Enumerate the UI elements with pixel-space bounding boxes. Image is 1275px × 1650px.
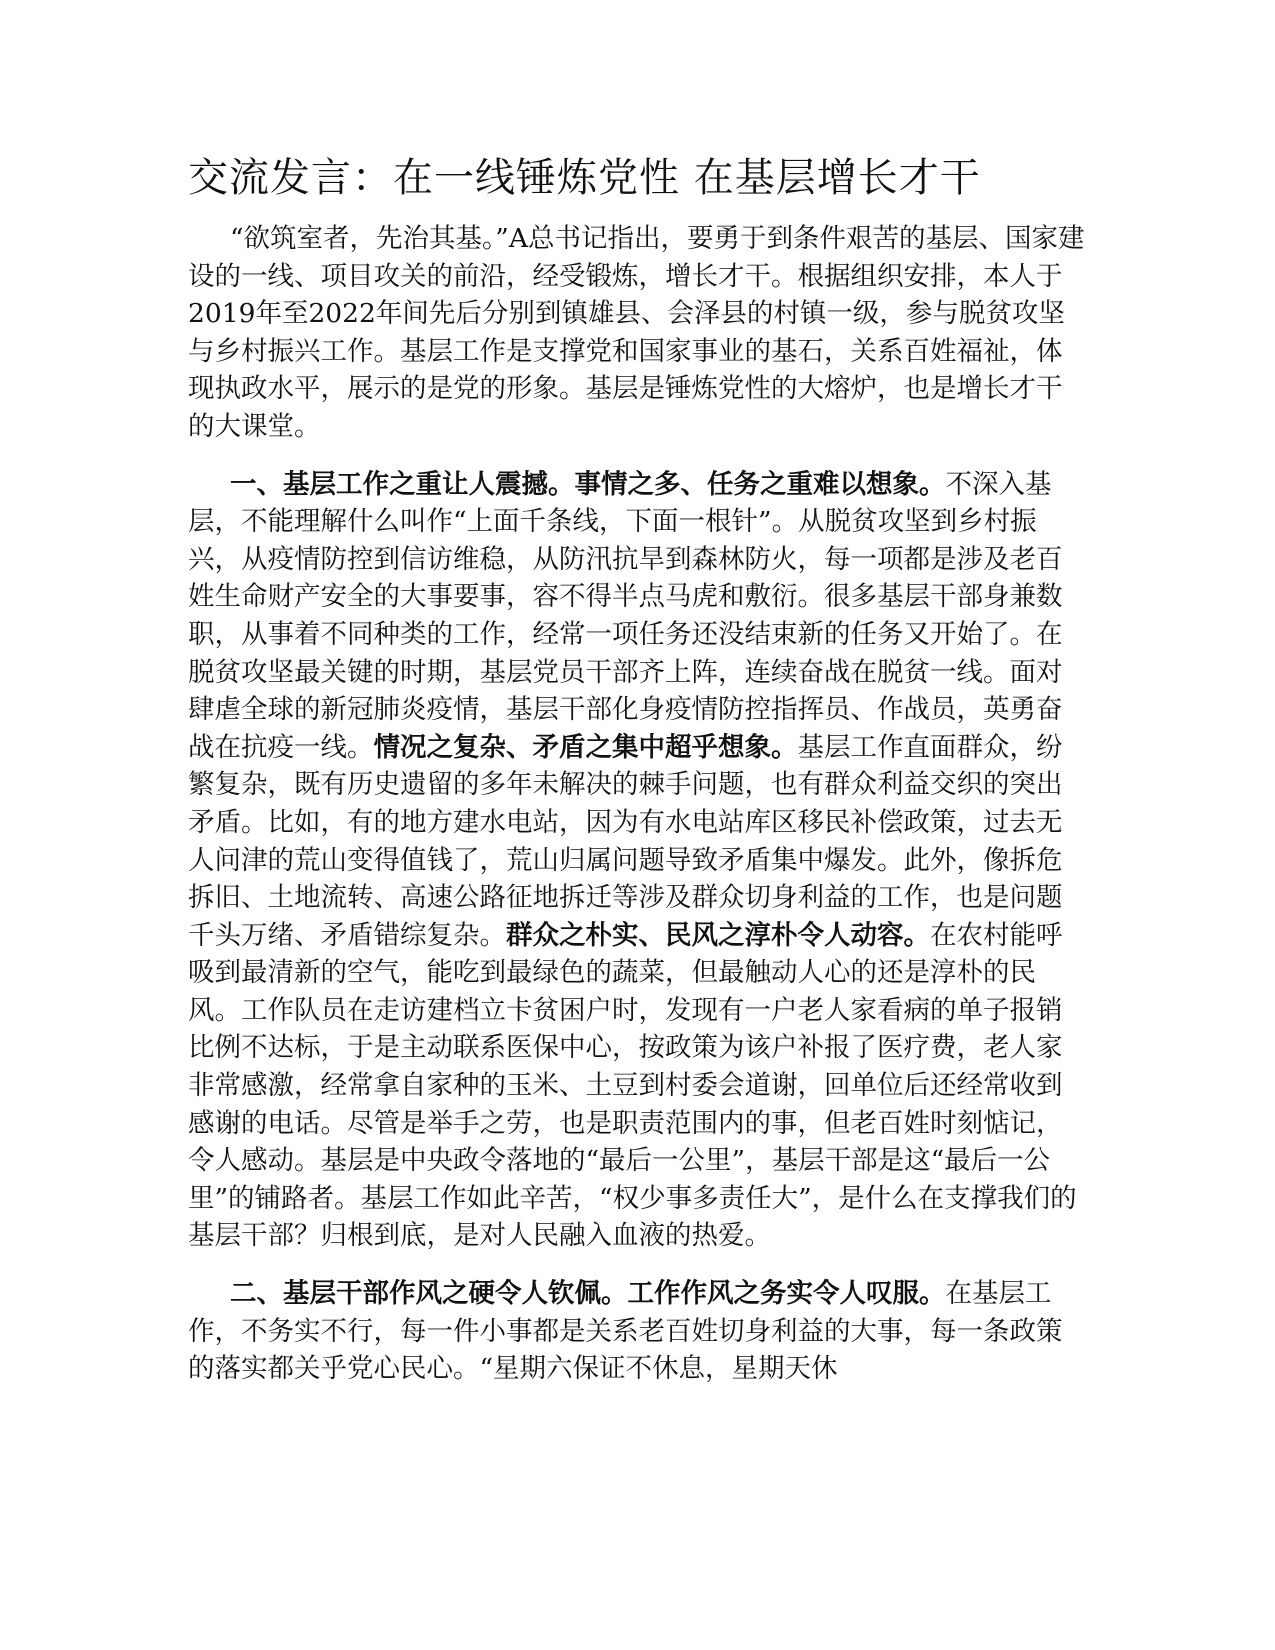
paragraph-section-two (188, 1275, 1088, 1388)
document-body (188, 220, 1088, 1408)
section-heading: 二、基层干部作风之硬令人钦佩。工作作风之务实令人叹服。 (230, 1278, 946, 1310)
paragraph-intro (188, 220, 1088, 446)
subheading: 情况之复杂、矛盾之集中超乎想象。 (373, 731, 798, 763)
paragraph-text: 不深入基层，不能理解什么叫作“上面千条线，下面一根针”。从脱贫攻坚到乡村振兴，从疫情防控到信访维稳，从防汛抗旱到森林防火，每一项都是涉及老百姓生命财产安全的大事要事，容不得半点马虎和敷衍。很多基层干部身兼数职，从事着不同种类的工作，经常一项任务还没结束新的任务又开始了。在脱贫攻坚最关键的时期，基层党员干部齐上阵，连续奋战在脱贫一线。面对肆虐全球的新冠肺炎疫情，基层干部化身疫情防控指挥员、作战员，英勇奋战在抗疫一线。 (188, 468, 1063, 763)
section-heading: 一、基层工作之重让人震撼。事情之多、任务之重难以想象。 (230, 468, 946, 500)
paragraph-text: 基层工作直面群众，纷繁复杂，既有历史遗留的多年未解决的棘手问题，也有群众利益交织的突出矛盾。比如，有的地方建水电站，因为有水电站库区移民补偿政策，过去无人问津的荒山变得值钱了，荒山归属问题导致矛盾集中爆发。此外，像拆危拆旧、土地流转、高速公路征地拆迁等涉及群众切身利益的工作，也是问题千头万绪、矛盾错综复杂。 (188, 731, 1063, 951)
subheading: 群众之朴实、民风之淳朴令人动容。 (506, 919, 930, 951)
paragraph-text: 在基层工作，不务实不行，每一件小事都是关系老百姓切身利益的大事，每一条政策的落实都关乎党心民心。“星期六保证不休息，星期天休 (188, 1278, 1063, 1385)
document-title: 交流发言：在一线锤炼党性 在基层增长才干 (188, 155, 981, 201)
paragraph-text: “欲筑室者，先治其基。”A总书记指出，要勇于到条件艰苦的基层、国家建设的一线、项目攻关的前沿，经受锻炼，增长才干。根据组织安排，本人于2019年至2022年间先后分别到镇雄县、会泽县的村镇一级，参与脱贫攻坚与乡村振兴工作。基层工作是支撑党和国家事业的基石，关系百姓福祉，体现执政水平，展示的是党的形象。基层是锤炼党性的大熔炉，也是增长才干的大课堂。 (188, 223, 1085, 442)
paragraph-section-one (188, 466, 1088, 1255)
paragraph-text: 在农村能呼吸到最清新的空气，能吃到最绿色的蔬菜，但最触动人心的还是淳朴的民风。工作队员在走访建档立卡贫困户时，发现有一户老人家看病的单子报销比例不达标，于是主动联系医保中心，按政策为该户补报了医疗费，老人家非常感激，经常拿自家种的玉米、土豆到村委会道谢，回单位后还经常收到感谢的电话。尽管是举手之劳，也是职责范围内的事，但老百姓时刻惦记，令人感动。基层是中央政令落地的“最后一公里”，基层干部是这“最后一公里”的铺路者。基层工作如此辛苦，“权少事多责任大”，是什么在支撑我们的基层干部？归根到底，是对人民融入血液的热爱。 (188, 919, 1077, 1252)
